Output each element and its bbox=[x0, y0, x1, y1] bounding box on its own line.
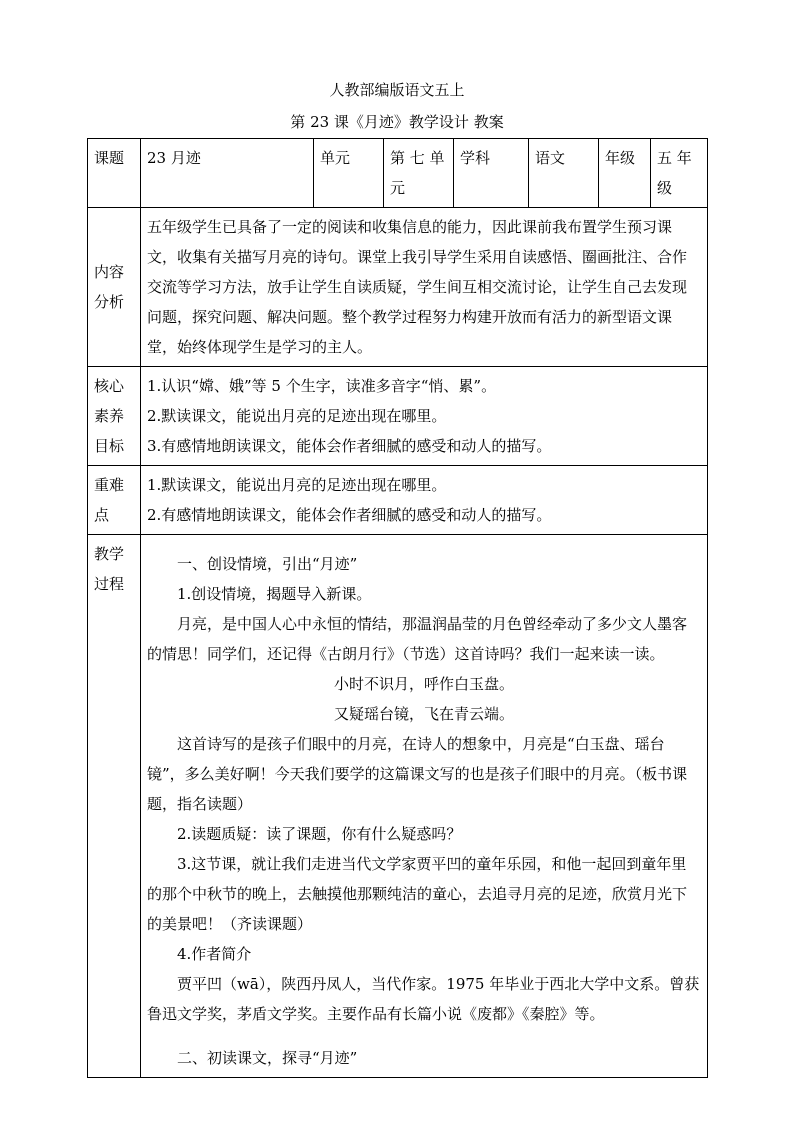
document-subtitle: 人教部编版语文五上 bbox=[329, 81, 465, 99]
core-goals-label: 核心素养目标 bbox=[88, 367, 141, 466]
process-paragraph: 1.创设情境，揭题导入新课。 bbox=[177, 585, 372, 603]
process-paragraph: 3.这节课，就让我们走进当代文学家贾平凹的童年乐园，和他一起回到童年里的那个中秋节的晚上，去触摸他那颗纯洁的童心，去追寻月亮的足迹，欣赏月光下的美景吧！（齐读课题） bbox=[147, 855, 688, 933]
key-point-item: 2.有感情地朗读课文，能体会作者细腻的感受和动人的描写。 bbox=[147, 506, 552, 524]
info-row bbox=[88, 139, 708, 208]
process-paragraph: 2.读题质疑：读了课题，你有什么疑惑吗？ bbox=[177, 825, 462, 843]
process-row bbox=[88, 535, 708, 1078]
core-goal-item: 3.有感情地朗读课文，能体会作者细腻的感受和动人的描写。 bbox=[147, 437, 552, 455]
process-paragraph: 贾平凹（wā），陕西丹凤人，当代作家。1975 年毕业于西北大学中文系。曾获鲁迅文学奖，茅盾文学奖。主要作品有长篇小说《废都》《秦腔》等。 bbox=[147, 975, 700, 1023]
process-paragraph: 4.作者简介 bbox=[177, 945, 252, 963]
key-point-item: 1.默读课文，能说出月亮的足迹出现在哪里。 bbox=[147, 476, 447, 494]
section-heading: 一、创设情境，引出“月迹” bbox=[177, 555, 358, 573]
xueke-label: 学科 bbox=[454, 139, 529, 208]
document-title: 第 23 课《月迹》教学设计 教案 bbox=[290, 113, 504, 131]
poem-line: 又疑瑶台镜，飞在青云端。 bbox=[333, 705, 514, 723]
process-content bbox=[141, 535, 708, 1078]
lesson-plan-table bbox=[87, 138, 708, 1078]
content-analysis-text: 五年级学生已具备了一定的阅读和收集信息的能力，因此课前我布置学生预习课文，收集有关描写月亮的诗句。课堂上我引导学生采用自读感悟、圈画批注、合作交流等学习方法，放手让学生自读质疑，学生间互相交流讨论，让学生自己去发现问题，探究问题、解决问题。整个教学过程努力构建开放而有活力的新型语文课堂，始终体现学生是学习的主人。 bbox=[141, 208, 708, 367]
process-label: 教学过程 bbox=[88, 535, 141, 1078]
poem-line: 小时不识月，呼作白玉盘。 bbox=[333, 675, 514, 693]
nianji-value: 五 年 级 bbox=[651, 139, 708, 208]
core-goal-item: 1.认识“嫦、娥”等 5 个生字，读准多音字“悄、累”。 bbox=[147, 377, 497, 395]
core-goals-row bbox=[88, 367, 708, 466]
danyuan-label: 单元 bbox=[314, 139, 384, 208]
danyuan-value: 第 七 单 元 bbox=[384, 139, 454, 208]
keti-value: 23 月迹 bbox=[141, 139, 314, 208]
section-heading: 二、初读课文，探寻“月迹” bbox=[177, 1049, 358, 1067]
key-points-list bbox=[141, 466, 708, 535]
content-analysis-row bbox=[88, 208, 708, 367]
keti-label: 课题 bbox=[88, 139, 141, 208]
xueke-value: 语文 bbox=[529, 139, 599, 208]
content-analysis-label: 内容分析 bbox=[88, 208, 141, 367]
core-goal-item: 2.默读课文，能说出月亮的足迹出现在哪里。 bbox=[147, 407, 447, 425]
key-points-label: 重难点 bbox=[88, 466, 141, 535]
nianji-label: 年级 bbox=[599, 139, 651, 208]
process-paragraph: 月亮，是中国人心中永恒的情结，那温润晶莹的月色曾经牵动了多少文人墨客的情思！同学们，还记得《古朗月行》（节选）这首诗吗？我们一起来读一读。 bbox=[147, 615, 688, 663]
core-goals-list bbox=[141, 367, 708, 466]
process-paragraph: 这首诗写的是孩子们眼中的月亮，在诗人的想象中，月亮是“白玉盘、瑶台镜”，多么美好啊！今天我们要学的这篇课文写的也是孩子们眼中的月亮。（板书课题，指名读题） bbox=[147, 735, 688, 813]
key-points-row bbox=[88, 466, 708, 535]
